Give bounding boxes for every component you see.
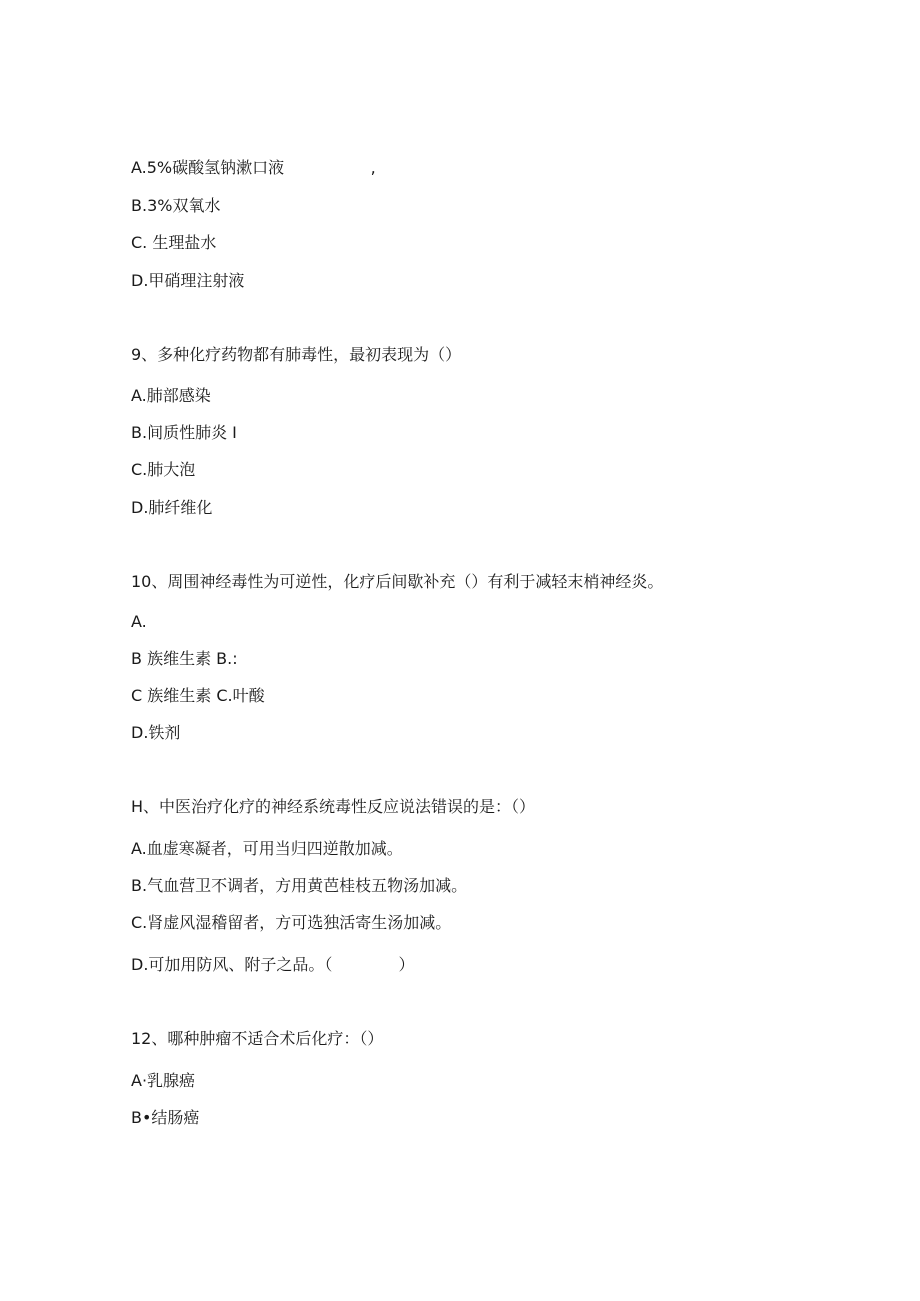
question-stem: H、中医治疗化疗的神经系统毒性反应说法错误的是：（） (131, 797, 536, 816)
option-a: A.血虚寒凝者，可用当归四逆散加减。 (131, 839, 403, 858)
option-d: D.铁剂 (131, 723, 181, 742)
option-a: A·乳腺癌 (131, 1071, 196, 1090)
option-c: C.肾虚风湿稽留者，方可选独活寄生汤加减。 (131, 913, 452, 932)
option-b: B•结肠癌 (131, 1108, 200, 1127)
option-a: A.5%碳酸氢钠漱口液 , (131, 158, 376, 177)
option-d: D.甲硝理注射液 (131, 271, 245, 290)
option-c: C. 生理盐水 (131, 233, 217, 252)
question-stem: 9、多种化疗药物都有肺毒性，最初表现为（） (131, 345, 462, 364)
option-c: C.肺大泡 (131, 460, 196, 479)
option-a: A.肺部感染 (131, 386, 211, 405)
option-b: B.气血营卫不调者，方用黄芭桂枝五物汤加减。 (131, 876, 468, 895)
question-stem: 12、哪种肿瘤不适合术后化疗：（） (131, 1029, 384, 1048)
option-c: C 族维生素 C.叶酸 (131, 686, 265, 705)
option-b: B.间质性肺炎 I (131, 423, 237, 442)
option-d: D.可加用防风、附子之品。（ ） (131, 955, 415, 974)
option-b: B.3%双氧水 (131, 196, 221, 215)
option-a: A. (131, 612, 147, 631)
question-stem: 10、周围神经毒性为可逆性，化疗后间歇补充（）有利于减轻末梢神经炎。 (131, 572, 664, 591)
option-d: D.肺纤维化 (131, 498, 213, 517)
option-b: B 族维生素 B.: (131, 649, 238, 668)
